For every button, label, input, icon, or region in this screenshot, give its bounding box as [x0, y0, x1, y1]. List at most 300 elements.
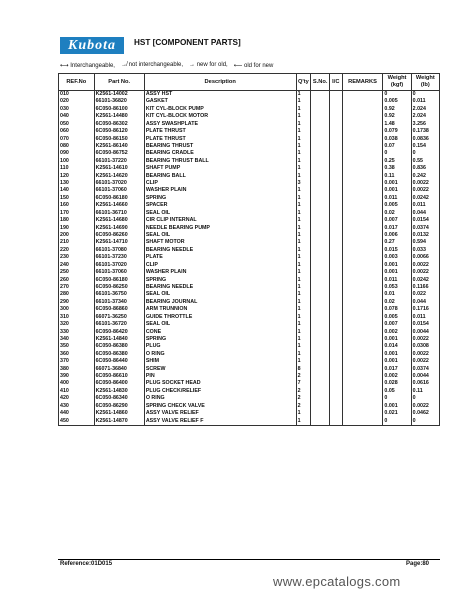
table-row — [59, 329, 440, 336]
weight-kgf-cell: 0.05 — [383, 388, 411, 395]
part-no-cell: 66101-37220 — [94, 158, 144, 165]
weight-lb-cell: 0.0022 — [411, 351, 439, 358]
description-cell: PLATE THRUST — [144, 128, 296, 135]
ic-cell — [330, 351, 343, 358]
ic-cell — [330, 128, 343, 135]
ref-no-cell: 280 — [59, 291, 95, 298]
part-no-cell: 6C050-86180 — [94, 277, 144, 284]
part-no-cell: 6C050-86180 — [94, 195, 144, 202]
weight-kgf-cell: 0.038 — [383, 136, 411, 143]
weight-lb-cell: 0.0374 — [411, 366, 439, 373]
weight-lb-cell: 0.55 — [411, 158, 439, 165]
weight-lb-cell: 0.0022 — [411, 187, 439, 194]
weight-lb-cell: 0.594 — [411, 239, 439, 246]
weight-lb-cell: 0.0044 — [411, 373, 439, 380]
qty-cell: 1 — [296, 262, 311, 269]
weight-lb-cell: 0 — [411, 395, 439, 402]
table-row — [59, 291, 440, 298]
ic-cell — [330, 180, 343, 187]
qty-cell: 2 — [296, 388, 311, 395]
description-cell: PLATE — [144, 254, 296, 261]
ic-cell — [330, 158, 343, 165]
weight-lb-cell: 0.044 — [411, 299, 439, 306]
remarks-cell — [342, 121, 383, 128]
qty-cell: 1 — [296, 210, 311, 217]
part-no-cell: 6C050-86100 — [94, 106, 144, 113]
ic-cell — [330, 269, 343, 276]
remarks-cell — [342, 395, 383, 402]
ref-no-cell: 350 — [59, 343, 95, 350]
weight-kgf-cell: 0.07 — [383, 143, 411, 150]
ic-cell — [330, 165, 343, 172]
ic-cell — [330, 403, 343, 410]
part-no-cell: 6C050-86250 — [94, 284, 144, 291]
ic-cell — [330, 291, 343, 298]
weight-lb-cell: 0.0242 — [411, 277, 439, 284]
ref-no-cell: 390 — [59, 373, 95, 380]
table-row — [59, 299, 440, 306]
serial-no-cell — [311, 113, 330, 120]
ic-cell — [330, 277, 343, 284]
ref-no-cell: 250 — [59, 269, 95, 276]
description-cell: SCREW — [144, 366, 296, 373]
part-no-cell: K2561-14620 — [94, 173, 144, 180]
ref-no-cell: 100 — [59, 158, 95, 165]
table-row — [59, 314, 440, 321]
ref-no-cell: 240 — [59, 262, 95, 269]
ic-cell — [330, 410, 343, 417]
ic-cell — [330, 343, 343, 350]
table-row — [59, 136, 440, 143]
serial-no-cell — [311, 269, 330, 276]
weight-kgf-cell: 0.007 — [383, 217, 411, 224]
ref-no-cell: 410 — [59, 388, 95, 395]
qty-cell: 3 — [296, 180, 311, 187]
ic-cell — [330, 336, 343, 343]
serial-no-cell — [311, 366, 330, 373]
ref-no-cell: 440 — [59, 410, 95, 417]
remarks-cell — [342, 225, 383, 232]
ref-no-cell: 330 — [59, 329, 95, 336]
weight-lb-cell: 0 — [411, 418, 439, 426]
ic-cell — [330, 262, 343, 269]
ic-cell — [330, 388, 343, 395]
description-cell: ASSY VALVE RELIEF F — [144, 418, 296, 426]
weight-kgf-cell: 0.017 — [383, 366, 411, 373]
weight-kgf-cell: 0.11 — [383, 173, 411, 180]
weight-kgf-cell: 0.02 — [383, 299, 411, 306]
remarks-cell — [342, 247, 383, 254]
ref-no-cell: 210 — [59, 239, 95, 246]
serial-no-cell — [311, 247, 330, 254]
qty-cell: 7 — [296, 380, 311, 387]
serial-no-cell — [311, 291, 330, 298]
table-row — [59, 239, 440, 246]
ref-no-cell: 190 — [59, 225, 95, 232]
remarks-cell — [342, 158, 383, 165]
table-row — [59, 150, 440, 157]
description-cell: O RING — [144, 395, 296, 402]
description-cell: ASSY SWASHPLATE — [144, 121, 296, 128]
serial-no-cell — [311, 373, 330, 380]
description-cell: GASKET — [144, 98, 296, 105]
ref-no-cell: 200 — [59, 232, 95, 239]
qty-cell: 1 — [296, 158, 311, 165]
remarks-cell — [342, 336, 383, 343]
ic-cell — [330, 195, 343, 202]
ic-cell — [330, 232, 343, 239]
weight-lb-cell: 0.0132 — [411, 232, 439, 239]
qty-cell: 8 — [296, 366, 311, 373]
remarks-cell — [342, 165, 383, 172]
description-cell: SPRING — [144, 195, 296, 202]
table-row — [59, 106, 440, 113]
description-cell: SPRING — [144, 336, 296, 343]
part-no-cell: 66101-37060 — [94, 269, 144, 276]
weight-lb-cell: 0.154 — [411, 143, 439, 150]
part-no-cell: 6C050-86120 — [94, 128, 144, 135]
qty-cell: 1 — [296, 173, 311, 180]
remarks-cell — [342, 306, 383, 313]
part-no-cell: 6C050-86340 — [94, 395, 144, 402]
ic-cell — [330, 380, 343, 387]
weight-kgf-cell: 0 — [383, 150, 411, 157]
weight-kgf-cell: 0.005 — [383, 202, 411, 209]
weight-lb-cell: 0.836 — [411, 165, 439, 172]
ic-cell — [330, 136, 343, 143]
serial-no-cell — [311, 150, 330, 157]
part-no-cell: 66101-36710 — [94, 210, 144, 217]
part-no-cell: 66071-36250 — [94, 314, 144, 321]
weight-kgf-cell: 0.011 — [383, 195, 411, 202]
weight-kgf-cell: 0.001 — [383, 269, 411, 276]
weight-kgf-cell: 0.02 — [383, 210, 411, 217]
weight-kgf-cell: 0.001 — [383, 358, 411, 365]
ic-cell — [330, 239, 343, 246]
ref-no-cell: 130 — [59, 180, 95, 187]
remarks-cell — [342, 143, 383, 150]
remarks-cell — [342, 106, 383, 113]
serial-no-cell — [311, 388, 330, 395]
remarks-cell — [342, 150, 383, 157]
weight-lb-cell: 0.0836 — [411, 136, 439, 143]
serial-no-cell — [311, 284, 330, 291]
weight-lb-cell: 0.0242 — [411, 195, 439, 202]
serial-no-cell — [311, 121, 330, 128]
column-header: REMARKS — [342, 74, 383, 91]
weight-lb-cell: 0.0022 — [411, 358, 439, 365]
qty-cell: 2 — [296, 395, 311, 402]
ref-no-cell: 310 — [59, 314, 95, 321]
interchangeability-legend — [60, 62, 273, 69]
description-cell: SEAL OIL — [144, 291, 296, 298]
remarks-cell — [342, 269, 383, 276]
weight-lb-cell: 0.1738 — [411, 128, 439, 135]
table-row — [59, 284, 440, 291]
weight-lb-cell: 0 — [411, 150, 439, 157]
serial-no-cell — [311, 225, 330, 232]
weight-lb-cell: 0.0022 — [411, 336, 439, 343]
weight-lb-cell: 0 — [411, 91, 439, 99]
serial-no-cell — [311, 128, 330, 135]
description-cell: CIR CLIP INTERNAL — [144, 217, 296, 224]
qty-cell: 1 — [296, 113, 311, 120]
ic-cell — [330, 150, 343, 157]
remarks-cell — [342, 239, 383, 246]
part-no-cell: 66101-36720 — [94, 321, 144, 328]
part-no-cell: K2561-14480 — [94, 113, 144, 120]
qty-cell: 2 — [296, 403, 311, 410]
column-header: Q'ty — [296, 74, 311, 91]
qty-cell: 2 — [296, 373, 311, 380]
ref-no-cell: 170 — [59, 210, 95, 217]
ref-no-cell: 320 — [59, 321, 95, 328]
ref-no-cell: 120 — [59, 173, 95, 180]
table-row — [59, 225, 440, 232]
weight-kgf-cell: 1.48 — [383, 121, 411, 128]
table-row — [59, 343, 440, 350]
ref-no-cell: 180 — [59, 217, 95, 224]
weight-lb-cell: 0.11 — [411, 388, 439, 395]
serial-no-cell — [311, 336, 330, 343]
ref-no-cell: 150 — [59, 195, 95, 202]
qty-cell: 1 — [296, 143, 311, 150]
qty-cell: 1 — [296, 98, 311, 105]
table-row — [59, 217, 440, 224]
remarks-cell — [342, 284, 383, 291]
serial-no-cell — [311, 239, 330, 246]
part-no-cell: 66101-37020 — [94, 262, 144, 269]
qty-cell: 1 — [296, 336, 311, 343]
serial-no-cell — [311, 165, 330, 172]
weight-lb-cell: 0.011 — [411, 98, 439, 105]
table-row — [59, 128, 440, 135]
weight-kgf-cell: 0.053 — [383, 284, 411, 291]
ref-no-cell: 420 — [59, 395, 95, 402]
weight-kgf-cell: 0.001 — [383, 351, 411, 358]
weight-lb-cell: 0.1166 — [411, 284, 439, 291]
description-cell: SEAL OIL — [144, 232, 296, 239]
weight-lb-cell: 0.033 — [411, 247, 439, 254]
remarks-cell — [342, 358, 383, 365]
serial-no-cell — [311, 306, 330, 313]
footer-divider — [58, 559, 440, 560]
serial-no-cell — [311, 351, 330, 358]
column-header: Weight (kgf) — [383, 74, 411, 91]
weight-kgf-cell: 0.017 — [383, 225, 411, 232]
serial-no-cell — [311, 187, 330, 194]
description-cell: BEARING JOURNAL — [144, 299, 296, 306]
weight-lb-cell: 0.242 — [411, 173, 439, 180]
weight-lb-cell: 2.024 — [411, 106, 439, 113]
qty-cell: 1 — [296, 321, 311, 328]
table-row — [59, 158, 440, 165]
ref-no-cell: 160 — [59, 202, 95, 209]
weight-lb-cell: 0.022 — [411, 291, 439, 298]
weight-lb-cell: 0.0066 — [411, 254, 439, 261]
qty-cell: 1 — [296, 410, 311, 417]
serial-no-cell — [311, 329, 330, 336]
ref-no-cell: 020 — [59, 98, 95, 105]
serial-no-cell — [311, 299, 330, 306]
part-no-cell: K2561-14830 — [94, 388, 144, 395]
serial-no-cell — [311, 180, 330, 187]
qty-cell: 1 — [296, 239, 311, 246]
weight-lb-cell: 0.0462 — [411, 410, 439, 417]
serial-no-cell — [311, 262, 330, 269]
description-cell: CLIP — [144, 262, 296, 269]
remarks-cell — [342, 351, 383, 358]
qty-cell: 1 — [296, 329, 311, 336]
ic-cell — [330, 202, 343, 209]
serial-no-cell — [311, 410, 330, 417]
weight-kgf-cell: 0.011 — [383, 277, 411, 284]
column-header: S.No. — [311, 74, 330, 91]
table-row — [59, 388, 440, 395]
table-row — [59, 336, 440, 343]
part-no-cell: 6C050-86860 — [94, 306, 144, 313]
table-row — [59, 380, 440, 387]
legend-interchangeable: ⟷ Interchangeable, — [60, 63, 115, 69]
ic-cell — [330, 247, 343, 254]
remarks-cell — [342, 299, 383, 306]
table-row — [59, 121, 440, 128]
remarks-cell — [342, 180, 383, 187]
description-cell: BEARING CRADLE — [144, 150, 296, 157]
ic-cell — [330, 366, 343, 373]
remarks-cell — [342, 343, 383, 350]
parts-table-body — [59, 91, 440, 426]
serial-no-cell — [311, 418, 330, 426]
ic-cell — [330, 373, 343, 380]
serial-no-cell — [311, 217, 330, 224]
qty-cell: 1 — [296, 150, 311, 157]
table-row — [59, 410, 440, 417]
qty-cell: 1 — [296, 277, 311, 284]
ic-cell — [330, 418, 343, 426]
legend-old-for-new: ⟵ old for new — [233, 63, 274, 69]
ref-no-cell: 270 — [59, 284, 95, 291]
weight-kgf-cell: 0 — [383, 395, 411, 402]
serial-no-cell — [311, 210, 330, 217]
ic-cell — [330, 98, 343, 105]
table-row — [59, 358, 440, 365]
table-row — [59, 262, 440, 269]
description-cell: BEARING NEEDLE — [144, 247, 296, 254]
weight-lb-cell: 3.256 — [411, 121, 439, 128]
serial-no-cell — [311, 106, 330, 113]
serial-no-cell — [311, 195, 330, 202]
ic-cell — [330, 225, 343, 232]
part-no-cell: K2561-14870 — [94, 418, 144, 426]
part-no-cell: 66101-36820 — [94, 98, 144, 105]
ic-cell — [330, 329, 343, 336]
qty-cell: 1 — [296, 306, 311, 313]
ic-cell — [330, 321, 343, 328]
description-cell: ARM TRUNNION — [144, 306, 296, 313]
remarks-cell — [342, 366, 383, 373]
qty-cell: 1 — [296, 358, 311, 365]
qty-cell: 1 — [296, 291, 311, 298]
part-no-cell: 66101-37060 — [94, 187, 144, 194]
description-cell: ASSY HST — [144, 91, 296, 99]
remarks-cell — [342, 254, 383, 261]
table-row — [59, 180, 440, 187]
ref-no-cell: 220 — [59, 247, 95, 254]
weight-kgf-cell: 0.079 — [383, 128, 411, 135]
table-row — [59, 165, 440, 172]
weight-kgf-cell: 0.01 — [383, 291, 411, 298]
ic-cell — [330, 314, 343, 321]
qty-cell: 1 — [296, 314, 311, 321]
table-row — [59, 173, 440, 180]
ic-cell — [330, 254, 343, 261]
remarks-cell — [342, 262, 383, 269]
description-cell: SPRING CHECK VALVE — [144, 403, 296, 410]
qty-cell: 1 — [296, 299, 311, 306]
weight-lb-cell: 0.0022 — [411, 403, 439, 410]
weight-kgf-cell: 0.002 — [383, 373, 411, 380]
qty-cell: 1 — [296, 91, 311, 99]
serial-no-cell — [311, 254, 330, 261]
description-cell: PLUG — [144, 343, 296, 350]
weight-lb-cell: 0.0022 — [411, 180, 439, 187]
ref-no-cell: 040 — [59, 113, 95, 120]
serial-no-cell — [311, 314, 330, 321]
remarks-cell — [342, 187, 383, 194]
serial-no-cell — [311, 91, 330, 99]
watermark-text: www.epcatalogs.com — [273, 574, 401, 589]
ref-no-cell: 050 — [59, 121, 95, 128]
description-cell: SHAFT PUMP — [144, 165, 296, 172]
serial-no-cell — [311, 358, 330, 365]
part-no-cell: K2561-14660 — [94, 202, 144, 209]
reference-code: Reference:01D015 — [60, 561, 113, 567]
description-cell: PLUG CHECK/RELIEF — [144, 388, 296, 395]
serial-no-cell — [311, 202, 330, 209]
qty-cell: 1 — [296, 343, 311, 350]
part-no-cell: 6C050-86380 — [94, 351, 144, 358]
ref-no-cell: 290 — [59, 299, 95, 306]
part-no-cell: 6C050-86420 — [94, 329, 144, 336]
column-header: Description — [144, 74, 296, 91]
description-cell: SPRING — [144, 277, 296, 284]
table-row — [59, 351, 440, 358]
kubota-logo — [60, 37, 124, 54]
remarks-cell — [342, 98, 383, 105]
part-no-cell: 6C050-86302 — [94, 121, 144, 128]
weight-kgf-cell: 0 — [383, 418, 411, 426]
part-no-cell: 66101-37340 — [94, 299, 144, 306]
weight-kgf-cell: 0.001 — [383, 180, 411, 187]
weight-kgf-cell: 0 — [383, 91, 411, 99]
serial-no-cell — [311, 143, 330, 150]
remarks-cell — [342, 403, 383, 410]
serial-no-cell — [311, 403, 330, 410]
qty-cell: 1 — [296, 284, 311, 291]
part-no-cell: K2561-14680 — [94, 217, 144, 224]
weight-kgf-cell: 0.38 — [383, 165, 411, 172]
table-row — [59, 143, 440, 150]
description-cell: PIN — [144, 373, 296, 380]
column-header: REF.No — [59, 74, 95, 91]
weight-kgf-cell: 0.92 — [383, 113, 411, 120]
part-no-cell: 6C050-86610 — [94, 373, 144, 380]
part-no-cell: 66101-37230 — [94, 254, 144, 261]
part-no-cell: 6C050-86260 — [94, 232, 144, 239]
table-row — [59, 187, 440, 194]
weight-lb-cell: 0.011 — [411, 314, 439, 321]
